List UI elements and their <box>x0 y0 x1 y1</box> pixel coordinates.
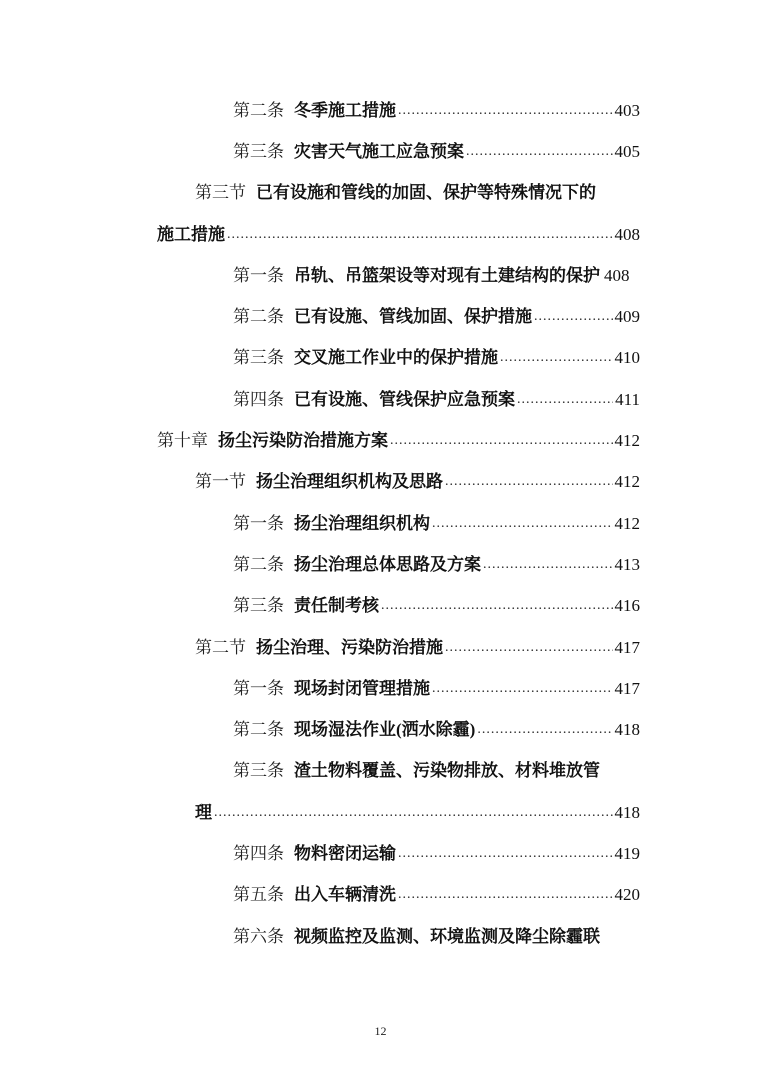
toc-entry-page: 409 <box>614 307 640 327</box>
dot-leader <box>534 307 613 327</box>
toc-entry-title: 扬尘治理、污染防治措施 <box>256 637 443 657</box>
dot-leader <box>398 844 613 864</box>
toc-entry-number: 第二节 <box>195 637 246 657</box>
table-of-contents <box>0 90 761 957</box>
dot-leader <box>445 638 613 658</box>
toc-entry-number: 第三条 <box>233 141 284 161</box>
toc-entry[interactable] <box>0 296 761 337</box>
toc-entry-page: 417 <box>614 637 640 657</box>
dot-leader <box>517 390 613 410</box>
toc-entry-number: 第二条 <box>233 554 284 574</box>
toc-entry[interactable] <box>0 255 761 296</box>
toc-entry-number: 第二条 <box>233 307 284 327</box>
toc-entry-page: 416 <box>614 596 640 616</box>
dot-leader <box>445 472 613 492</box>
toc-entry-page: 417 <box>614 678 640 698</box>
toc-entry[interactable] <box>0 709 761 750</box>
toc-entry-page: 418 <box>614 802 640 822</box>
toc-entry[interactable] <box>0 833 761 874</box>
toc-entry-title: 灾害天气施工应急预案 <box>294 141 464 161</box>
toc-entry-title: 冬季施工措施 <box>294 100 396 120</box>
toc-entry[interactable] <box>0 792 761 833</box>
toc-entry-title: 渣土物料覆盖、污染物排放、材料堆放管 <box>294 761 600 781</box>
toc-entry[interactable] <box>0 503 761 544</box>
dot-leader <box>398 101 613 121</box>
dot-leader <box>432 514 613 534</box>
toc-entry-number: 第六条 <box>233 926 284 946</box>
dot-leader <box>390 431 613 451</box>
toc-entry-number: 第二条 <box>233 720 284 740</box>
toc-entry-number: 第十章 <box>157 431 208 451</box>
toc-entry[interactable] <box>0 338 761 379</box>
toc-entry-number: 第三条 <box>233 761 284 781</box>
dot-leader <box>466 142 613 162</box>
toc-entry-number: 第五条 <box>233 885 284 905</box>
toc-entry[interactable] <box>0 379 761 420</box>
toc-entry-page: 412 <box>614 472 640 492</box>
toc-entry[interactable] <box>0 668 761 709</box>
toc-entry-number: 第一条 <box>233 265 284 285</box>
toc-entry-title: 吊轨、吊篮架设等对现有土建结构的保护 <box>294 265 600 285</box>
toc-entry-page: 408 <box>614 224 640 244</box>
toc-entry-title: 物料密闭运输 <box>294 843 396 863</box>
toc-entry-number: 第三节 <box>195 183 246 203</box>
toc-entry-number: 第一条 <box>233 678 284 698</box>
dot-leader <box>500 348 613 368</box>
toc-entry-page: 419 <box>614 843 640 863</box>
dot-leader <box>483 555 613 575</box>
toc-entry[interactable] <box>0 627 761 668</box>
toc-entry[interactable] <box>0 586 761 627</box>
dot-leader <box>381 596 613 616</box>
toc-entry-title: 现场湿法作业(洒水除霾) <box>294 720 476 740</box>
toc-entry-title: 理 <box>195 802 212 822</box>
toc-entry-title: 扬尘治理总体思路及方案 <box>294 554 481 574</box>
dot-leader <box>398 885 613 905</box>
toc-entry-page: 410 <box>614 348 640 368</box>
toc-entry-number: 第四条 <box>233 843 284 863</box>
toc-entry-number: 第一条 <box>233 513 284 533</box>
toc-entry-title: 已有设施和管线的加固、保护等特殊情况下的 <box>256 183 596 203</box>
toc-entry-title: 现场封闭管理措施 <box>294 678 430 698</box>
toc-entry[interactable] <box>0 90 761 131</box>
toc-entry-page: 412 <box>614 431 640 451</box>
toc-entry[interactable] <box>0 916 761 957</box>
toc-entry[interactable] <box>0 544 761 585</box>
toc-entry-title: 责任制考核 <box>294 596 379 616</box>
toc-entry-page: 411 <box>615 389 640 409</box>
toc-entry[interactable] <box>0 214 761 255</box>
toc-entry[interactable] <box>0 462 761 503</box>
toc-entry-page: 413 <box>614 554 640 574</box>
toc-entry-title: 扬尘污染防治措施方案 <box>218 431 388 451</box>
toc-entry-page: 418 <box>614 720 640 740</box>
toc-entry-title: 出入车辆清洗 <box>294 885 396 905</box>
toc-entry-page: 403 <box>614 100 640 120</box>
toc-entry-title: 扬尘治理组织机构 <box>294 513 430 533</box>
toc-entry-page: 420 <box>614 885 640 905</box>
toc-entry-title: 交叉施工作业中的保护措施 <box>294 348 498 368</box>
toc-entry-page: 405 <box>614 141 640 161</box>
toc-entry[interactable] <box>0 173 761 214</box>
dot-leader <box>477 720 612 740</box>
toc-entry[interactable] <box>0 875 761 916</box>
toc-entry-title: 施工措施 <box>157 224 225 244</box>
dot-leader <box>432 679 613 699</box>
page-number: 12 <box>374 1024 387 1038</box>
toc-entry-number: 第三条 <box>233 348 284 368</box>
toc-entry-title: 已有设施、管线加固、保护措施 <box>294 307 532 327</box>
toc-entry-number: 第三条 <box>233 596 284 616</box>
dot-leader <box>214 803 613 823</box>
toc-entry[interactable] <box>0 751 761 792</box>
toc-entry-number: 第二条 <box>233 100 284 120</box>
toc-entry-title: 视频监控及监测、环境监测及降尘除霾联 <box>294 926 600 946</box>
toc-entry-title: 已有设施、管线保护应急预案 <box>294 389 515 409</box>
toc-entry-number: 第四条 <box>233 389 284 409</box>
toc-entry-number: 第一节 <box>195 472 246 492</box>
toc-entry-page: 408 <box>604 265 630 285</box>
toc-entry-page: 412 <box>614 513 640 533</box>
toc-entry[interactable] <box>0 131 761 172</box>
dot-leader <box>227 225 613 245</box>
toc-entry-title: 扬尘治理组织机构及思路 <box>256 472 443 492</box>
toc-entry[interactable] <box>0 420 761 461</box>
